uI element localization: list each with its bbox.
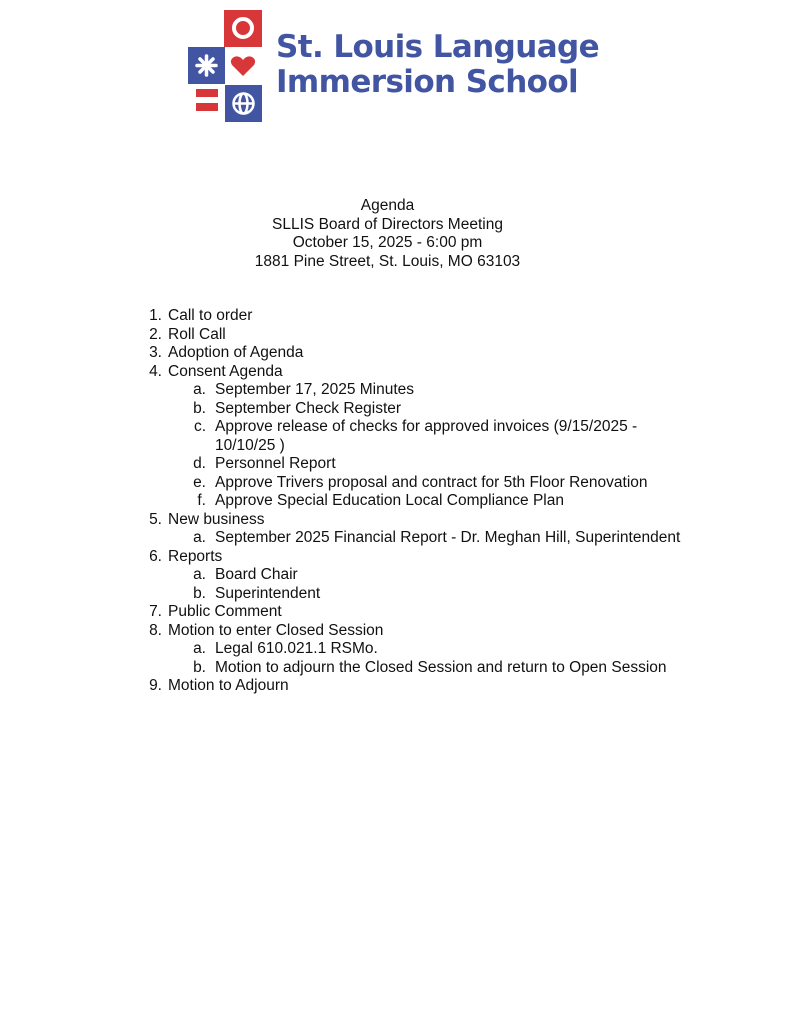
item-number: 4. xyxy=(149,362,162,380)
agenda-item xyxy=(0,548,791,567)
subitem-letter: a. xyxy=(193,566,206,583)
item-label: Roll Call xyxy=(168,325,226,343)
subitem-label: Superintendent xyxy=(215,584,321,602)
agenda-subitem xyxy=(0,566,791,585)
item-number: 1. xyxy=(149,307,162,324)
item-label: Consent Agenda xyxy=(168,362,283,380)
item-label: Public Comment xyxy=(168,603,282,620)
subitem-letter: b. xyxy=(193,584,206,602)
agenda-subitem xyxy=(0,659,791,678)
heart-icon xyxy=(231,56,255,76)
item-number: 5. xyxy=(149,510,162,528)
agenda-subitem xyxy=(0,640,791,659)
subitem-label: Legal 610.021.1 RSMo. xyxy=(215,640,378,657)
agenda-header xyxy=(0,197,775,271)
subitem-label: Personnel Report xyxy=(215,455,336,472)
agenda-item xyxy=(0,363,791,382)
subitem-letter: a. xyxy=(193,381,206,398)
asterisk-icon xyxy=(197,56,216,75)
agenda-subitem xyxy=(0,400,791,419)
item-label: Reports xyxy=(168,547,223,565)
agenda-subitem xyxy=(0,381,791,400)
item-label: Motion to enter Closed Session xyxy=(168,621,384,639)
agenda-item xyxy=(0,677,791,696)
subitem-label: September Check Register xyxy=(215,399,402,417)
school-name-line-2: Immersion School xyxy=(276,64,579,100)
agenda-subitem xyxy=(0,418,791,437)
subitem-letter: b. xyxy=(193,658,206,676)
subitem-label: September 2025 Financial Report - Dr. Meghan Hill, Superintendent xyxy=(215,529,681,546)
item-number: 2. xyxy=(149,325,162,343)
subitem-letter: a. xyxy=(193,529,206,546)
item-number: 8. xyxy=(149,621,162,639)
subitem-label: Approve Trivers proposal and contract for 5th Floor Renovation xyxy=(215,473,648,491)
header-meeting: SLLIS Board of Directors Meeting xyxy=(272,215,503,233)
subitem-label: September 17, 2025 Minutes xyxy=(215,381,415,398)
equals-icon xyxy=(196,89,218,111)
subitem-letter: e. xyxy=(193,473,206,491)
header-address: 1881 Pine Street, St. Louis, MO 63103 xyxy=(254,252,521,270)
agenda-subitem xyxy=(0,529,791,548)
header-date: October 15, 2025 - 6:00 pm xyxy=(292,234,483,251)
subitem-letter: f. xyxy=(197,492,206,509)
item-number: 3. xyxy=(149,344,162,361)
item-number: 9. xyxy=(149,677,162,694)
agenda-subitem xyxy=(0,474,791,493)
subitem-label: Board Chair xyxy=(215,566,298,583)
subitem-letter: a. xyxy=(193,640,206,657)
subitem-letter: b. xyxy=(193,399,206,417)
agenda-subitem xyxy=(0,585,791,604)
agenda-subitem xyxy=(0,492,791,511)
logo-square-red xyxy=(224,10,262,47)
subitem-letter: d. xyxy=(193,455,206,472)
agenda-item xyxy=(0,603,791,622)
subitem-label: Approve release of checks for approved invoices (9/15/2025 - xyxy=(215,418,638,435)
agenda-item xyxy=(0,326,791,345)
header-title: Agenda xyxy=(360,197,415,214)
agenda-item xyxy=(0,307,791,326)
agenda-item xyxy=(0,622,791,641)
item-label: Motion to Adjourn xyxy=(168,677,289,694)
school-name xyxy=(276,30,599,100)
subitem-label-continued: 10/10/25 ) xyxy=(215,436,285,454)
agenda-list xyxy=(0,307,791,696)
agenda-subitem xyxy=(0,455,791,474)
subitem-letter: c. xyxy=(193,418,206,435)
subitem-label: Motion to adjourn the Closed Session and return to Open Session xyxy=(215,658,667,676)
item-label: Call to order xyxy=(168,307,253,324)
school-name-line-1: St. Louis Language xyxy=(276,29,600,65)
item-label: Adoption of Agenda xyxy=(168,344,304,361)
agenda-item xyxy=(0,344,791,363)
logo-mark xyxy=(188,10,264,122)
agenda-item xyxy=(0,511,791,530)
item-label: New business xyxy=(168,510,265,528)
item-number: 6. xyxy=(149,547,162,565)
item-number: 7. xyxy=(149,603,162,620)
subitem-label: Approve Special Education Local Compliance Plan xyxy=(215,492,564,509)
school-logo xyxy=(188,10,598,122)
